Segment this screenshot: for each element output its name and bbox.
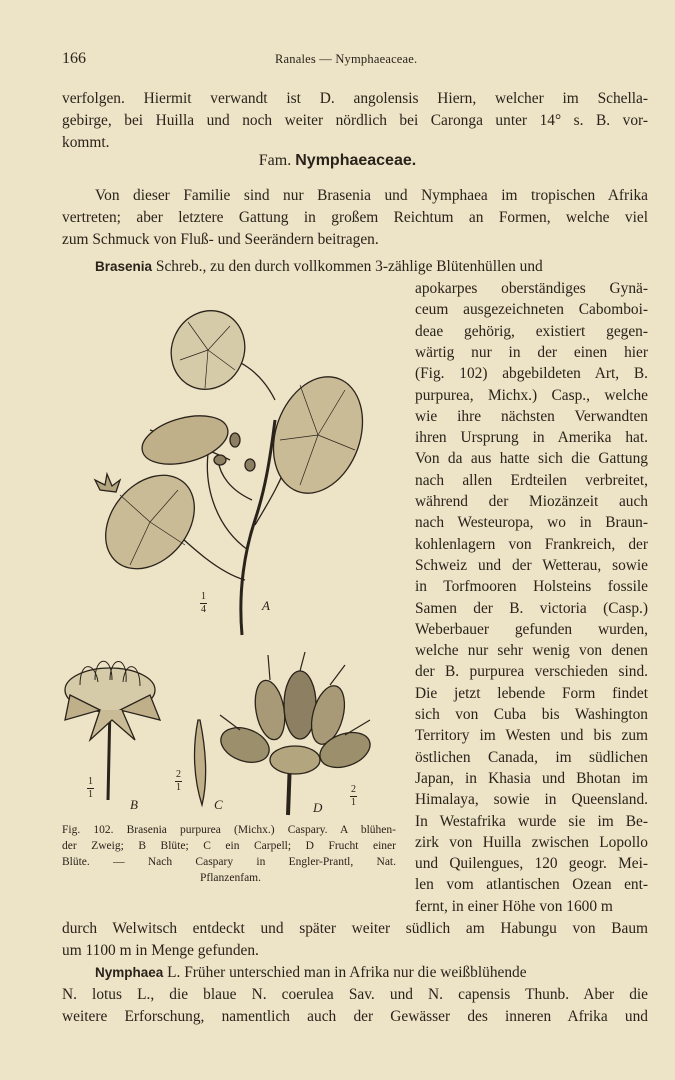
family-heading-prefix: Fam. (258, 152, 292, 169)
text-line: N. lotus L., die blaue N. coerulea Sav. und N. capensis Thunb. Aber die (62, 986, 648, 1003)
scale-fraction-a: 1 4 (201, 591, 206, 615)
scale-fraction-d: 2 1 (351, 784, 356, 808)
brasenia-branch-drawing (87, 299, 378, 635)
caption-line: Fig. 102. Brasenia purpurea (Michx.) Caspary. A blühen- (62, 824, 396, 836)
column-text-line: (Fig. 102) abgebildeten Art, B. (415, 365, 648, 383)
text-line: weitere Erforschung, namentlich auch der Gewässer des inneren Afrika und (62, 1008, 648, 1025)
column-text-line: kohlenlagern von Frankreich, der (415, 535, 648, 553)
scale-fraction-b: 1 1 (88, 776, 93, 800)
column-text-line: und Quilengues, 120 geogr. Mei- (415, 855, 648, 873)
column-text-line: Weberbauer gefunden wurden, (415, 620, 648, 638)
column-text-line: Japan, in Khasia und Bhotan im (415, 769, 648, 787)
column-text-line: ihren Ursprung in Amerika hat. (415, 429, 648, 447)
caption-line: Pflanzenfam. (200, 872, 261, 884)
figure-label-b: B (130, 797, 138, 812)
column-text-line: welche nur sehr wenig von denen (415, 642, 648, 660)
text-line: um 1100 m in Menge gefunden. (62, 942, 259, 959)
column-text-line: der B. purpurea verschieden sind. (415, 663, 648, 681)
column-text-line: Die jetzt lebende Form findet (415, 684, 648, 702)
running-title: Ranales — Nymphaeaceae. (275, 52, 418, 66)
column-text-line: wärtig nur in der einen hier (415, 343, 648, 361)
caption-line: der Zweig; B Blüte; C ein Carpell; D Frucht einer (62, 840, 396, 852)
text-line: Schreb., zu den durch vollkommen 3-zählige Blütenhüllen und (155, 258, 543, 275)
brasenia-carpel-drawing (195, 720, 206, 805)
column-text-line: fernt, in einer Höhe von 1600 m (415, 897, 613, 915)
text-line: kommt. (62, 134, 110, 151)
text-line: vertreten; aber letztere Gattung in großem Reichtum an Formen, welche viel (62, 209, 648, 226)
column-text-line: deae gehörig, existiert gegen- (415, 322, 648, 340)
genus-brasenia: Brasenia (95, 259, 153, 274)
text-line: Nymphaea L. Früher unterschied man in Afrika nur die weißblühende (95, 964, 527, 981)
column-text-line: Territory im Westen und bis zum (415, 727, 648, 745)
figure-label-a: A (262, 598, 270, 613)
column-text-line: sich von Cuba bis Washington (415, 706, 648, 723)
column-text-line: Von da aus hatte sich die Gattung (415, 450, 648, 468)
column-text-line: zirk von Huilla zwischen Lopollo (415, 833, 648, 851)
text-line: durch Welwitsch entdeckt und später weiter südlich am Habungu von Baum (62, 920, 648, 937)
caption-line: Blüte. — Nach Caspary in Engler-Prantl, Nat. (62, 856, 396, 868)
text-line: Von dieser Familie sind nur Brasenia und Nymphaea im tropischen Afrika (95, 187, 648, 204)
column-text-line: purpurea, Michx.) Casp., welche (415, 386, 648, 404)
column-text-line: östlichen Canada, im südlichen (415, 748, 648, 766)
column-text-line: len vom atlantischen Ozean ent- (415, 876, 648, 894)
brasenia-first-line (95, 256, 648, 278)
family-heading-name: Nymphaeaceae. (295, 152, 417, 169)
page-number: 166 (62, 50, 86, 67)
column-text-line: Himalaya, sowie in Queensland. (415, 791, 648, 809)
text-line: verfolgen. Hiermit verwandt ist D. angolensis Hiern, welcher im Schella- (62, 90, 648, 107)
column-text-line: In Westafrika wurde sie im Be- (415, 812, 648, 830)
column-text-line: ceum ausgezeichneten Cabomboi- (415, 301, 648, 319)
column-text-line: Schweiz und der Wetterau, sowie (415, 556, 648, 574)
column-text-line: nach Westeuropa, wo in Braun- (415, 514, 648, 532)
genus-nymphaea: Nymphaea (95, 965, 164, 980)
column-text-line: in Torfmooren Holsteins fossile (415, 578, 648, 596)
brasenia-flower-drawing (65, 661, 160, 800)
text-line: gebirge, bei Huilla und noch weiter nördlich bei Caronga unter 14° s. B. vor- (62, 112, 648, 129)
family-heading (0, 152, 675, 170)
column-text-line: nach allen Erdteilen verbreitet, (415, 471, 648, 489)
figure-102-illustration (60, 290, 400, 820)
scale-fraction-c: 2 1 (176, 769, 181, 793)
text-line: zum Schmuck von Fluß- und Seerändern beitragen. (62, 231, 379, 248)
column-text-line: wie ihre nächsten Verwandten (415, 407, 648, 425)
column-text-line: während der Miozänzeit auch (415, 493, 648, 510)
column-text-line: apokarpes oberständiges Gynä- (415, 280, 648, 297)
figure-label-c: C (214, 797, 223, 812)
figure-label-d: D (313, 800, 323, 815)
column-text-line: Samen der B. victoria (Casp.) (415, 599, 648, 617)
